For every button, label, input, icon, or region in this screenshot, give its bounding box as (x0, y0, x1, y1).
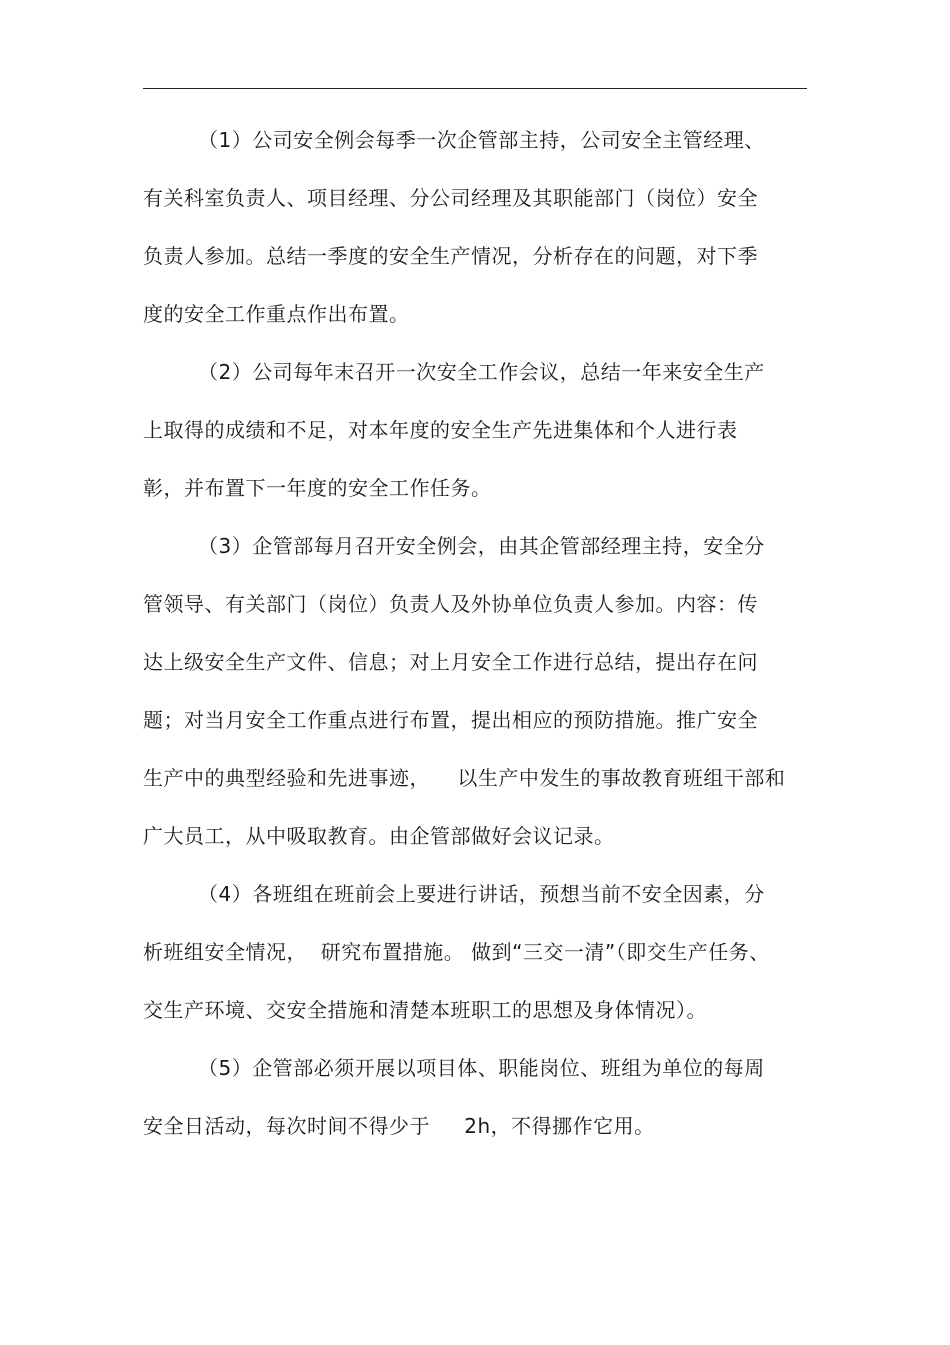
paragraph-5-line-1: （5）企管部必须开展以项目体、职能岗位、班组为单位的每周 (198, 1056, 765, 1080)
paragraph-4-line-3: 交生产环境、交安全措施和清楚本班职工的思想及身体情况）。 (143, 998, 707, 1022)
paragraph-3-line-5: 生产中的典型经验和先进事迹， 以生产中发生的事故教育班组干部和 (143, 766, 786, 790)
document-body (143, 120, 807, 1164)
paragraph-2-line-1: （2）公司每年末召开一次安全工作会议，总结一年来安全生产 (198, 360, 765, 384)
paragraph-1-line-2: 有关科室负责人、项目经理、分公司经理及其职能部门（岗位）安全 (143, 186, 758, 210)
paragraph-2-line-2: 上取得的成绩和不足，对本年度的安全生产先进集体和个人进行表 (143, 418, 738, 442)
header-rule (143, 88, 807, 89)
paragraph-4-line-2: 析班组安全情况， 研究布置措施。 做到“三交一清”（即交生产任务、 (143, 940, 770, 964)
paragraph-3-line-6: 广大员工，从中吸取教育。由企管部做好会议记录。 (143, 824, 615, 848)
paragraph-3-line-3: 达上级安全生产文件、信息；对上月安全工作进行总结，提出存在问 (143, 650, 758, 674)
paragraph-3-line-4: 题；对当月安全工作重点进行布置，提出相应的预防措施。推广安全 (143, 708, 758, 732)
paragraph-5-line-2: 安全日活动，每次时间不得少于 2h，不得挪作它用。 (143, 1114, 655, 1138)
paragraph-2-line-3: 彰，并布置下一年度的安全工作任务。 (143, 476, 492, 500)
paragraph-3-line-1: （3）企管部每月召开安全例会，由其企管部经理主持，安全分 (198, 534, 765, 558)
paragraph-1-line-4: 度的安全工作重点作出布置。 (143, 302, 410, 326)
paragraph-3-line-2: 管领导、有关部门（岗位）负责人及外协单位负责人参加。内容：传 (143, 592, 758, 616)
paragraph-1-line-1: （1）公司安全例会每季一次企管部主持，公司安全主管经理、 (198, 128, 765, 152)
paragraph-1-line-3: 负责人参加。总结一季度的安全生产情况，分析存在的问题，对下季 (143, 244, 758, 268)
paragraph-4-line-1: （4）各班组在班前会上要进行讲话，预想当前不安全因素，分 (198, 882, 765, 906)
